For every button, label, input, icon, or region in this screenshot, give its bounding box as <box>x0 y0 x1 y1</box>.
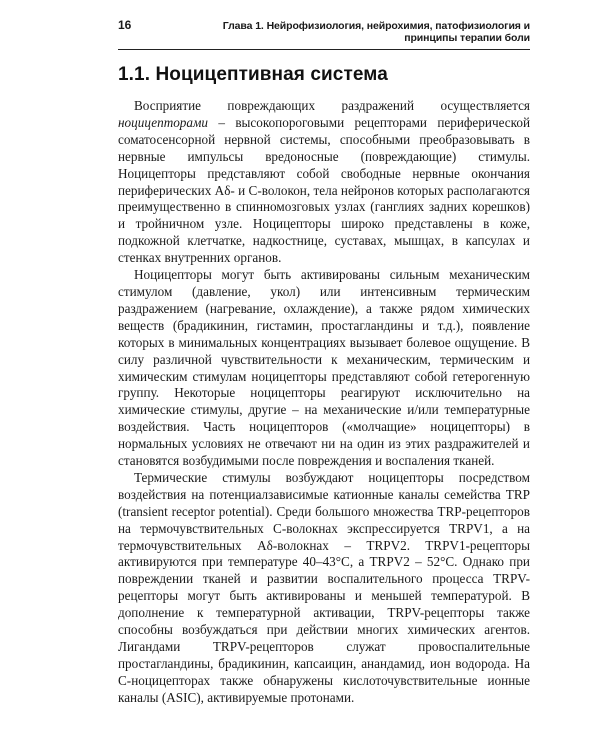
paragraph: Термические стимулы возбуждают ноцицепторы посредством воздействия на потенциалзависимые катионные каналы семейства TRP (transient receptor potential). Среди большого множества TRP-рецепторов на термочувствительных C-волокнах экспрессируется TRPV1, а на термочувствительных Aδ-волокнах – TRPV2. TRPV1-рецепторы активируются при температуре 40–43°C, а TRPV2 – 52°C. Однако при повреждении тканей и развитии воспалительного процесса TRPV-рецепторы могут быть активированы и меньшей температурой. В дополнение к температурной активации, TRPV-рецепторы также способны возбуждаться при действии многих химических агентов. Лигандами TRPV-рецепторов служат провоспалительные простагландины, брадикинин, капсаицин, анандамид, ион водорода. На C-ноцицепторах также обнаружены кислоточувствительные ионные каналы (ASIC), активируемые протонами. <box>118 469 530 705</box>
term-emphasis: ноцицепторами <box>118 114 209 130</box>
body-text <box>118 98 530 707</box>
running-head <box>118 18 530 50</box>
paragraph: Ноцицепторы могут быть активированы сильным механическим стимулом (давление, укол) или интенсивным термическим раздражением (нагревание, охлаждение), а также рядом химических веществ (брадикинин, гистамин, простагландины и т.д.), появление которых в минимальных концентрациях вызывает болевое ощущение. В силу различной чувствительности к механическим, термическим и химическим стимулам ноцицепторы представляют собой гетерогенную группу. Некоторые ноцицепторы реагируют исключительно на химические стимулы, другие – на механические и/или температурные воздействия. Часть ноцицепторов («молчащие» ноцицепторы) в нормальных условиях не отвечают ни на один из этих раздражителей и становятся возбудимыми после повреждения и воспаления тканей. <box>118 267 530 469</box>
paragraph <box>118 98 530 267</box>
paragraph-rest: – высокопороговыми рецепторами периферической соматосенсорной нервной системы, способными преобразовывать в нервные импульсы вредоносные (повреждающие) стимулы. Ноцицепторы представляют собой свободные нервные окончания периферических Aδ- и C-волокон, тела нейронов которых располагаются преимущественно в спинномозговых узлах (ганглиях задних корешков) и тройничном узле. Ноцицепторы широко представлены в коже, подкожной клетчатке, надкостнице, суставах, мышцах, в капсулах и стенках внутренних органов. <box>118 114 530 266</box>
chapter-title: Глава 1. Нейрофизиология, нейрохимия, патофизиология и принципы терапии боли <box>222 20 530 44</box>
section-heading: 1.1. Ноцицептивная система <box>118 64 388 85</box>
paragraph-lead: Восприятие повреждающих раздражений осуществляется <box>134 98 530 113</box>
page-number: 16 <box>118 18 132 32</box>
